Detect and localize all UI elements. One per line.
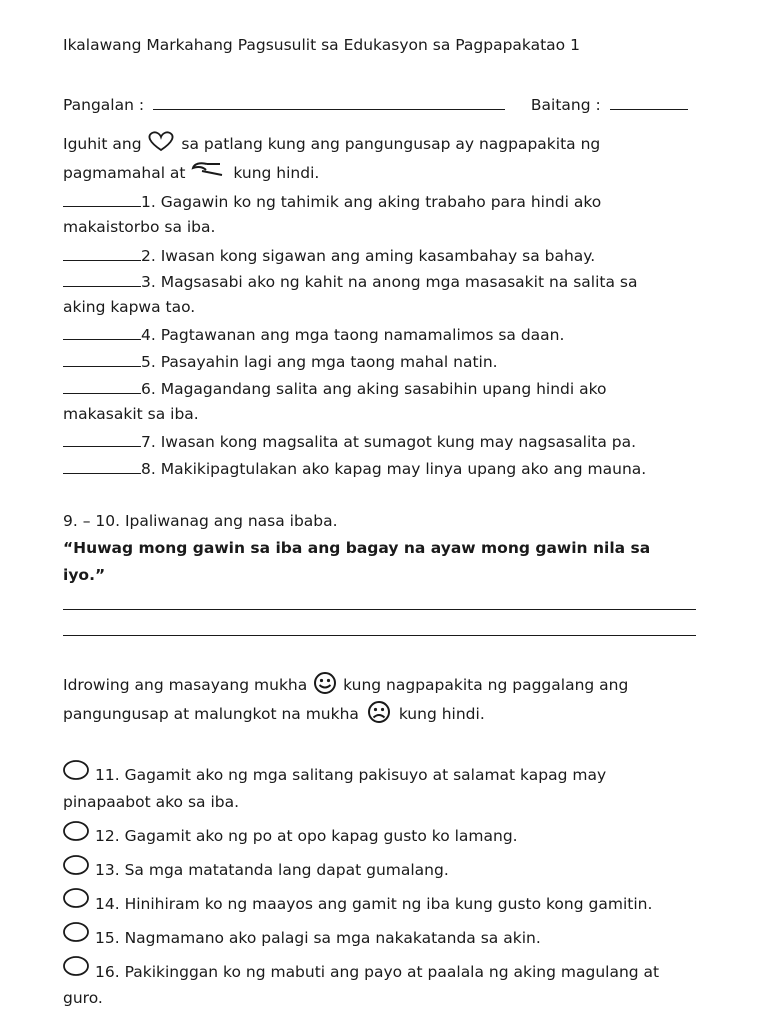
name-label: Pangalan : <box>63 96 145 114</box>
name-row <box>63 93 688 115</box>
page-title: Ikalawang Markahang Pagsusulit sa Edukasyon sa Pagpapakatao 1 <box>63 36 580 54</box>
answer-circle-11[interactable] <box>62 759 90 781</box>
list-item: 2. Iwasan kong sigawan ang aming kasambahay sa bahay. <box>63 244 595 266</box>
grade-field[interactable] <box>610 93 688 110</box>
list-item-cont: guro. <box>63 989 103 1007</box>
list-item: 8. Makikipagtulakan ako kapag may linya upang ako ang mauna. <box>63 457 646 479</box>
list-item: 6. Magagandang salita ang aking sasabihin upang hindi ako <box>63 377 607 399</box>
answer-line-2[interactable] <box>63 635 696 636</box>
list-item-cont: makasakit sa iba. <box>63 405 199 423</box>
quote-line-2: iyo.” <box>63 566 106 584</box>
part1-instruction: Iguhit ang sa patlang kung ang pangungusap ay nagpapakita ng <box>63 134 600 154</box>
heart-icon <box>146 130 176 152</box>
answer-blank-4[interactable] <box>63 323 141 340</box>
part3-instruction: Idrowing ang masayang mukha kung nagpapakita ng paggalang ang <box>63 675 628 695</box>
answer-blank-1[interactable] <box>63 190 141 207</box>
answer-blank-8[interactable] <box>63 457 141 474</box>
happy-face-icon <box>312 672 338 694</box>
answer-blank-3[interactable] <box>63 270 141 287</box>
list-item: 4. Pagtawanan ang mga taong namamalimos sa daan. <box>63 323 564 345</box>
answer-blank-7[interactable] <box>63 430 141 447</box>
list-item: 1. Gagawin ko ng tahimik ang aking trabaho para hindi ako <box>63 190 601 212</box>
answer-circle-16[interactable] <box>62 955 90 977</box>
part1-instruction-cont: pagmamahal at kung hindi. <box>63 163 319 183</box>
answer-circle-12[interactable] <box>62 820 90 842</box>
list-item: 7. Iwasan kong magsalita at sumagot kung may nagsasalita pa. <box>63 430 636 452</box>
list-item-cont: pinapaabot ako sa iba. <box>63 793 240 811</box>
part3-instruction-cont: pangungusap at malungkot na mukha kung hindi. <box>63 704 485 724</box>
list-item: 11. Gagamit ako ng mga salitang pakisuyo at salamat kapag may <box>95 766 607 784</box>
list-item: 14. Hinihiram ko ng maayos ang gamit ng iba kung gusto kong gamitin. <box>95 895 653 913</box>
list-item: 12. Gagamit ako ng po at opo kapag gusto ko lamang. <box>95 827 518 845</box>
name-field[interactable] <box>153 93 505 110</box>
quote-line-1: “Huwag mong gawin sa iba ang bagay na ayaw mong gawin nila sa <box>63 539 651 557</box>
broken-heart-icon <box>190 161 224 179</box>
list-item-cont: makaistorbo sa iba. <box>63 218 216 236</box>
sad-face-icon <box>364 701 394 723</box>
list-item: 5. Pasayahin lagi ang mga taong mahal natin. <box>63 350 498 372</box>
answer-circle-13[interactable] <box>62 854 90 876</box>
grade-label: Baitang : <box>530 96 601 114</box>
part2-instruction: 9. – 10. Ipaliwanag ang nasa ibaba. <box>63 512 338 530</box>
list-item: 15. Nagmamano ako palagi sa mga nakakatanda sa akin. <box>95 929 541 947</box>
list-item: 13. Sa mga matatanda lang dapat gumalang. <box>95 861 449 879</box>
answer-circle-15[interactable] <box>62 921 90 943</box>
list-item: 3. Magsasabi ako ng kahit na anong mga masasakit na salita sa <box>63 270 637 292</box>
list-item-cont: aking kapwa tao. <box>63 298 196 316</box>
answer-line-1[interactable] <box>63 609 696 610</box>
answer-circle-14[interactable] <box>62 887 90 909</box>
list-item: 16. Pakikinggan ko ng mabuti ang payo at paalala ng aking magulang at <box>95 963 660 981</box>
answer-blank-6[interactable] <box>63 377 141 394</box>
answer-blank-5[interactable] <box>63 350 141 367</box>
answer-blank-2[interactable] <box>63 244 141 261</box>
